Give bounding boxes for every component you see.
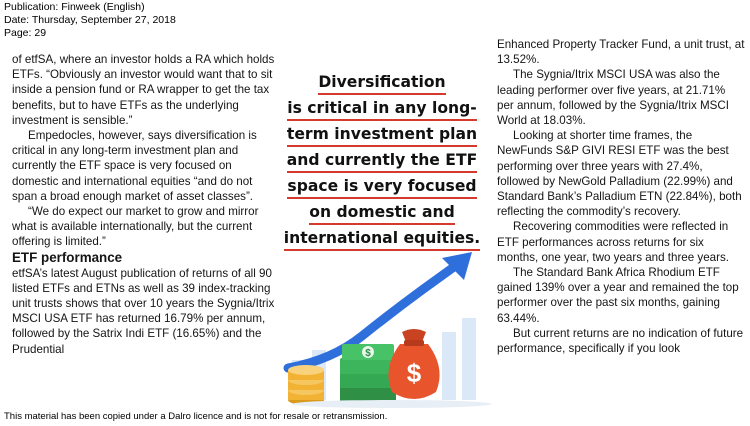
paragraph: But current returns are no indication of future performance, specifically if you look xyxy=(497,326,744,356)
page-number: Page: 29 xyxy=(4,27,47,39)
paragraph: Empedocles, however, says diversification is critical in any long-term investment plan and currently the ETF space is very focused on domestic and international equities “and do not span a broad enough market of asset classes”. xyxy=(12,129,257,203)
pull-quote-line: international equities. xyxy=(284,228,480,251)
left-column xyxy=(12,52,276,357)
copyright-notice: This material has been copied under a Dalro licence and is not for resale or retransmission. xyxy=(4,411,388,422)
paragraph: Recovering commodities were reflected in ETF performances across returns for six months, one year, two years and three years. xyxy=(497,220,729,264)
paragraph: The Sygnia/Itrix MSCI USA was also the leading performer over five years, at 21.71% per annum, followed by the Sygnia/Itrix MSCI World at 18.03%. xyxy=(497,68,729,128)
section-heading: ETF performance xyxy=(12,249,123,265)
pull-quote-line: on domestic and xyxy=(309,202,454,225)
paragraph: Enhanced Property Tracker Fund, a unit trust, at 13.52%. xyxy=(497,38,745,67)
coin-stack-icon xyxy=(288,365,324,405)
paragraph: of etfSA, where an investor holds a RA which holds ETFs. “Obviously an investor would want that to sit inside a pension fund or RA wrapper to get the tax benefits, but to have ETFs as the underlying investment is sensible.” xyxy=(12,53,275,127)
pull-quote-line: space is very focused xyxy=(287,176,476,199)
pull-quote-line: and currently the ETF xyxy=(287,150,478,173)
pull-quote-line: term investment plan xyxy=(287,124,477,147)
right-column xyxy=(497,37,745,356)
cash-stack-icon xyxy=(340,344,396,402)
paragraph: “We do expect our market to grow and mirror what is available internationally, but the current offering is limited.” xyxy=(12,205,259,249)
publication-name: Publication: Finweek (English) xyxy=(4,1,145,13)
pull-quote xyxy=(282,72,482,254)
finance-growth-illustration xyxy=(282,240,497,410)
svg-text:$: $ xyxy=(365,348,371,359)
publication-meta xyxy=(4,1,176,40)
paragraph: etfSA’s latest August publication of returns of all 90 listed ETFs and ETNs as well as 39 index-tracking unit trusts shows that over 10 years the Sygnia/Itrix MSCI USA ETF has returned 16.79% per annum, followed by the Satrix Indi ETF (16.65%) and the Prudential xyxy=(12,266,275,356)
svg-text:$: $ xyxy=(406,358,422,388)
paragraph: Looking at shorter time frames, the NewFunds S&P GIVI RESI ETF was the best performing over three years with 27.4%, followed by NewGold Palladium (22.99%) and Standard Bank’s Palladium ETN (22.84%), both reflecting the commodity’s recovery. xyxy=(497,129,742,219)
pull-quote-line: Diversification xyxy=(318,72,445,95)
publication-date: Date: Thursday, September 27, 2018 xyxy=(4,14,176,26)
paragraph: The Standard Bank Africa Rhodium ETF gained 139% over a year and remained the top performer over the past six months, gaining 63.44%. xyxy=(497,266,739,325)
pull-quote-line: is critical in any long- xyxy=(287,98,477,121)
money-bag-icon xyxy=(388,329,439,399)
